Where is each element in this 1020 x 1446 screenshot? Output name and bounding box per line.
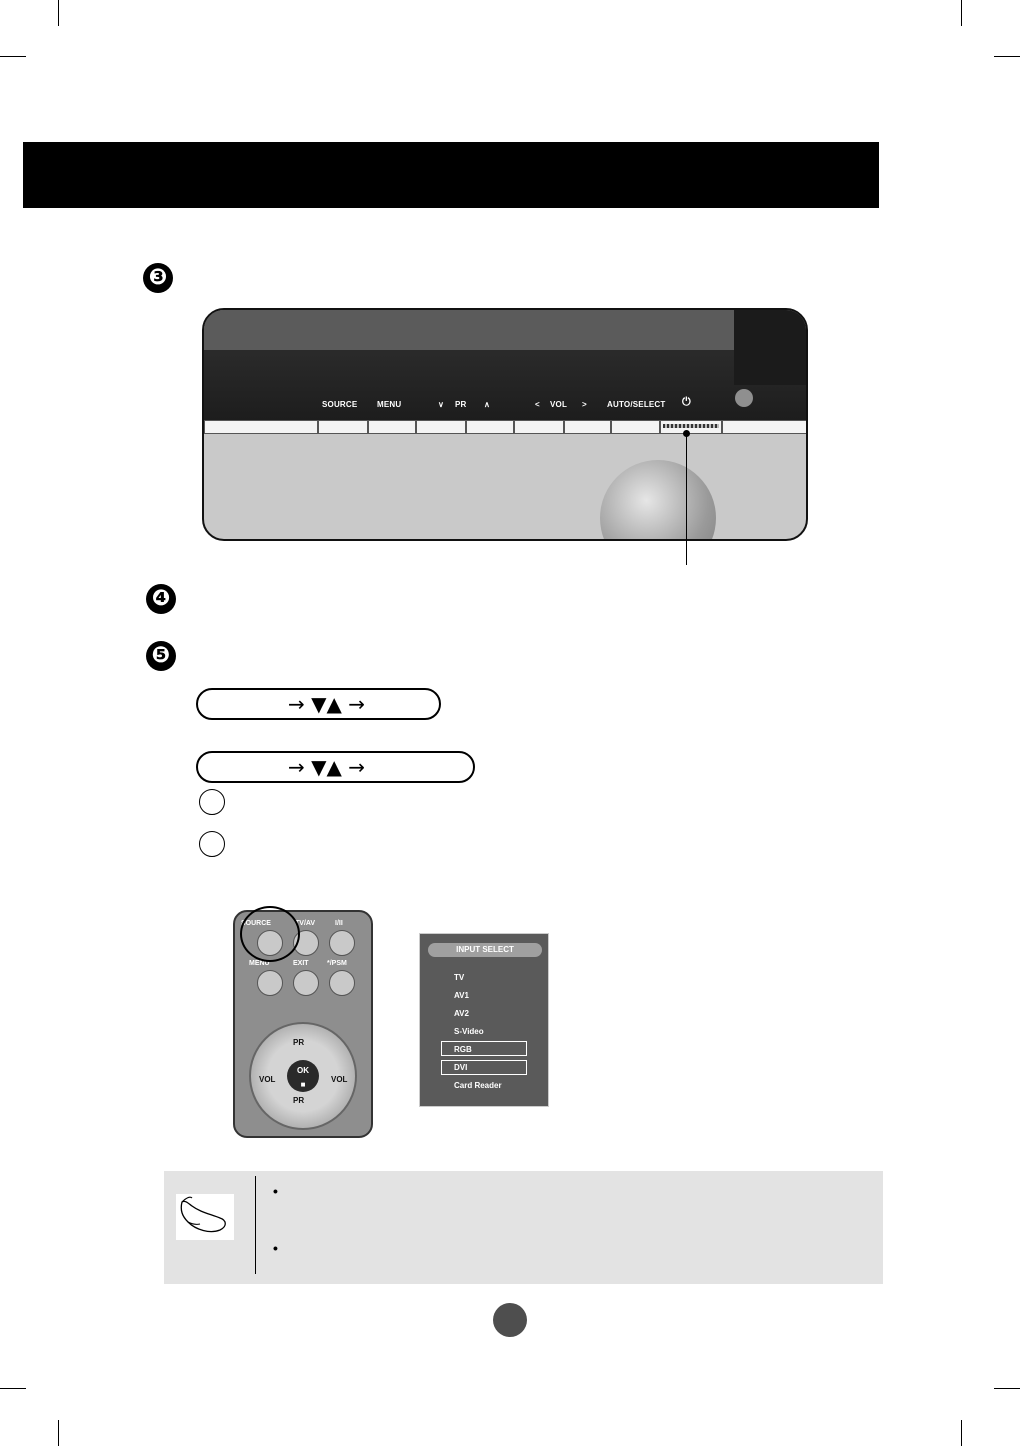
- crop-mark-bottom-left: [58, 1420, 59, 1446]
- power-button[interactable]: [660, 420, 722, 434]
- step-5-badge: ❺: [146, 641, 176, 671]
- vol-up-button[interactable]: [564, 420, 611, 434]
- crop-mark-bottom-right: [961, 1420, 962, 1446]
- sequence-pill-1: [196, 688, 441, 720]
- remote-label-ok: OK: [297, 1066, 309, 1075]
- osd-title: INPUT SELECT: [428, 943, 542, 957]
- auto-select-button[interactable]: [611, 420, 660, 434]
- callout-line: [686, 433, 687, 565]
- panel-label-auto-select: AUTO/SELECT: [607, 400, 666, 409]
- panel-label-pr-down: ∨: [438, 400, 445, 409]
- callout-dot: [683, 430, 690, 437]
- panel-label-vol-right: >: [582, 400, 587, 409]
- remote-ie-button[interactable]: [329, 930, 355, 956]
- osd-item-av2[interactable]: AV2: [454, 1009, 469, 1018]
- step-3-badge: ❸: [143, 263, 173, 293]
- pr-up-button[interactable]: [466, 420, 514, 434]
- power-led-icon: [735, 389, 753, 407]
- menu-button[interactable]: [368, 420, 416, 434]
- osd-item-rgb[interactable]: RGB: [454, 1045, 472, 1054]
- panel-label-vol: VOL: [550, 400, 568, 409]
- sequence-arrows-1: → ▼▲ →: [288, 692, 365, 716]
- panel-blank-right: [722, 420, 808, 434]
- crop-mark-bottom-right-h: [994, 1388, 1020, 1389]
- osd-item-tv[interactable]: TV: [454, 973, 465, 982]
- remote-label-pr-bottom: PR: [293, 1096, 305, 1105]
- remote-label-vol-right: VOL: [331, 1075, 348, 1084]
- note-divider: [255, 1176, 256, 1274]
- remote-label-source: SOURCE: [241, 920, 271, 927]
- sub-step-b-circle: [199, 831, 225, 857]
- note-box: [164, 1171, 883, 1284]
- remote-psm-button[interactable]: [329, 970, 355, 996]
- crop-mark-top-right-h: [994, 56, 1020, 57]
- mouse-note-icon: [176, 1194, 234, 1240]
- note-bullet-1: •: [273, 1183, 278, 1199]
- crop-mark-top-left: [58, 0, 59, 26]
- remote-label-ie: I/II: [335, 920, 343, 927]
- remote-label-pr-top: PR: [293, 1038, 305, 1047]
- remote-ok-square-icon: ■: [300, 1080, 306, 1089]
- sequence-pill-2: [196, 751, 475, 783]
- panel-label-pr-up: ∧: [484, 400, 491, 409]
- page-number-badge: [493, 1303, 527, 1337]
- header-bar: [23, 142, 879, 208]
- remote-label-psm: */PSM: [327, 960, 347, 967]
- crop-mark-bottom-left-h: [0, 1388, 26, 1389]
- power-icon: ⏻: [682, 396, 691, 408]
- crop-mark-top-left-h: [0, 56, 26, 57]
- osd-item-dvi[interactable]: DVI: [454, 1063, 468, 1072]
- panel-blank-left: [204, 420, 318, 434]
- monitor-screen-edge: [204, 310, 734, 350]
- source-button[interactable]: [318, 420, 368, 434]
- pr-down-button[interactable]: [416, 420, 466, 434]
- step-4-badge: ❹: [146, 584, 176, 614]
- osd-item-card-reader[interactable]: Card Reader: [454, 1081, 502, 1090]
- monitor-front-panel: [202, 308, 808, 541]
- remote-label-vol-left: VOL: [259, 1075, 276, 1084]
- osd-item-s-video[interactable]: S-Video: [454, 1027, 484, 1036]
- remote-exit-button[interactable]: [293, 970, 319, 996]
- monitor-screen-corner: [734, 310, 808, 385]
- vol-down-button[interactable]: [514, 420, 564, 434]
- crop-mark-top-right: [961, 0, 962, 26]
- input-select-osd: [419, 933, 549, 1107]
- remote-menu-button[interactable]: [257, 970, 283, 996]
- note-icon-frame: [176, 1194, 234, 1240]
- panel-label-menu: MENU: [377, 400, 402, 409]
- remote-label-menu: MENU: [249, 960, 270, 967]
- panel-label-vol-left: <: [535, 400, 540, 409]
- power-button-strip: [663, 424, 719, 428]
- sequence-arrows-2: → ▼▲ →: [288, 755, 365, 779]
- source-highlight-circle: [240, 906, 300, 962]
- osd-item-av1[interactable]: AV1: [454, 991, 469, 1000]
- monitor-stand-knob: [600, 460, 716, 541]
- remote-label-tv-av: TV/AV: [295, 920, 316, 927]
- panel-label-source: SOURCE: [322, 400, 358, 409]
- remote-ok-button[interactable]: [287, 1060, 319, 1092]
- note-bullet-2: •: [273, 1240, 278, 1256]
- panel-label-pr: PR: [455, 400, 467, 409]
- remote-label-exit: EXIT: [293, 960, 309, 967]
- sub-step-a-circle: [199, 789, 225, 815]
